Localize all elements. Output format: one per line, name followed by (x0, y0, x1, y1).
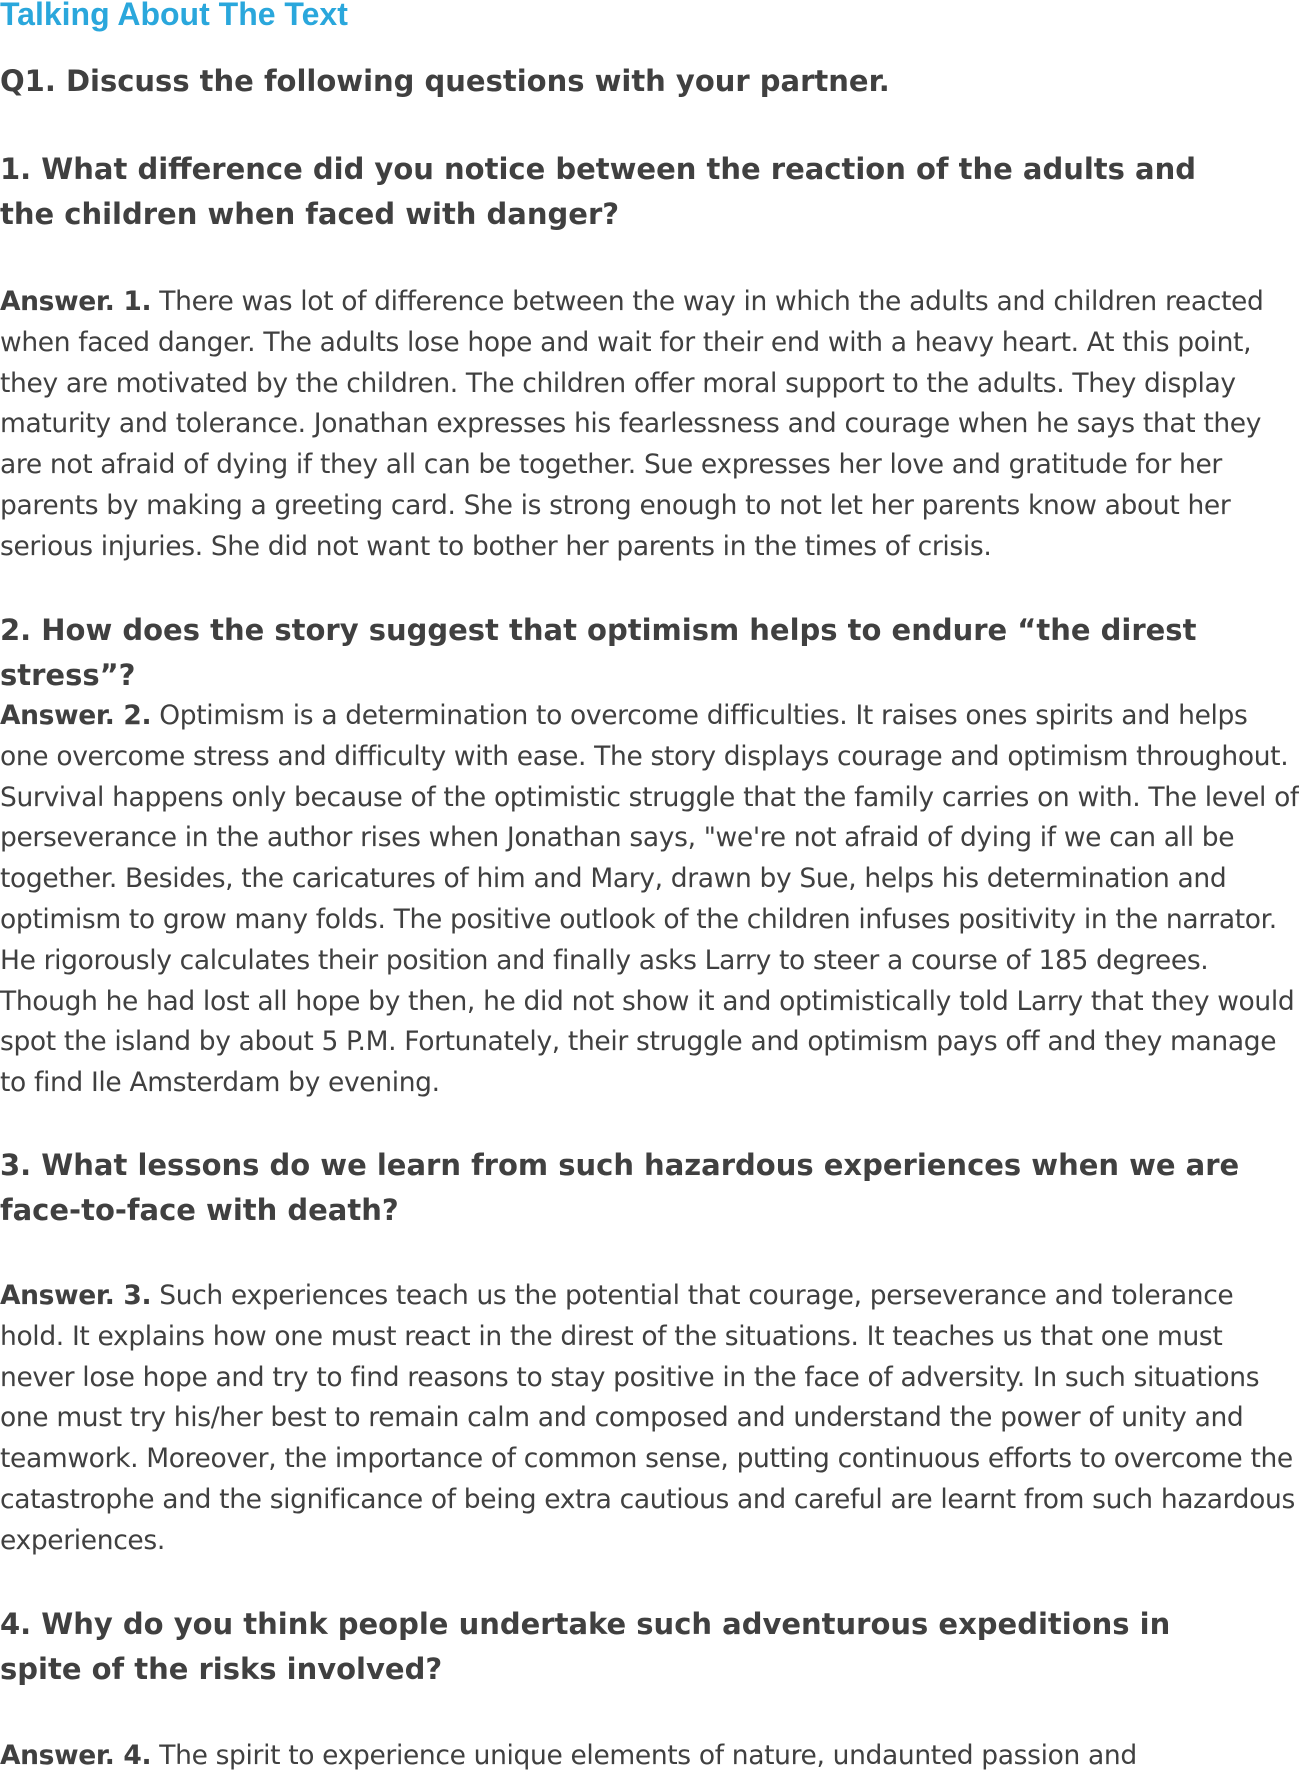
answer-4-label: Answer. 4. (0, 1740, 152, 1771)
section-title: Talking About The Text (0, 0, 348, 32)
question-4: 4. Why do you think people undertake such adventurous expeditions in spite of the risks involved? (0, 1607, 1171, 1686)
answer-1-text: There was lot of difference between the way in which the adults and children reacted when faced danger. The adults lose hope and wait for their end with a heavy heart. At this point, they are motivated by the children. The children offer moral support to the adults. They display maturity and tolerance. Jonathan expresses his fearlessness and courage when he says that they are not afraid of dying if they all can be together. Sue expresses her love and gratitude for her parents by making a greeting card. She is strong enough to not let her parents know about her serious injuries. She did not want to bother her parents in the times of crisis. (0, 286, 1264, 562)
answer-3-label: Answer. 3. (0, 1280, 152, 1311)
answer-1 (0, 282, 1299, 568)
discussion-prompt: Q1. Discuss the following questions with your partner. (0, 64, 890, 98)
answer-3 (0, 1276, 1299, 1562)
question-3: 3. What lessons do we learn from such hazardous experiences when we are face-to-face with death? (0, 1148, 1240, 1227)
question-2: 2. How does the story suggest that optimism helps to endure “the direst stress”? (0, 613, 1197, 692)
question-1: 1. What difference did you notice between the reaction of the adults and the children when faced with danger? (0, 152, 1196, 231)
answer-1-label: Answer. 1. (0, 286, 152, 317)
answer-4 (0, 1736, 1299, 1774)
answer-2 (0, 696, 1299, 1104)
answer-2-label: Answer. 2. (0, 700, 152, 731)
answer-2-text: Optimism is a determination to overcome difficulties. It raises ones spirits and helps one overcome stress and difficulty with ease. The story displays courage and optimism throughout. Survival happens only because of the optimistic struggle that the family carries on with. The level of perseverance in the author rises when Jonathan says, "we're not afraid of dying if we can all be together. Besides, the caricatures of him and Mary, drawn by Sue, helps his determination and optimism to grow many folds. The positive outlook of the children infuses positivity in the narrator. He rigorously calculates their position and finally asks Larry to steer a course of 185 degrees. Though he had lost all hope by then, he did not show it and optimistically told Larry that they would spot the island by about 5 P.M. Fortunately, their struggle and optimism pays off and they manage to find Ile Amsterdam by evening. (0, 700, 1299, 1099)
answer-3-text: Such experiences teach us the potential that courage, perseverance and tolerance hold. It explains how one must react in the direst of the situations. It teaches us that one must never lose hope and try to find reasons to stay positive in the face of adversity. In such situations one must try his/her best to remain calm and composed and understand the power of unity and teamwork. Moreover, the importance of common sense, putting continuous efforts to overcome the catastrophe and the significance of being extra cautious and careful are learnt from such hazardous experiences. (0, 1280, 1295, 1556)
answer-4-text: The spirit to experience unique elements of nature, undaunted passion and (159, 1740, 1137, 1771)
